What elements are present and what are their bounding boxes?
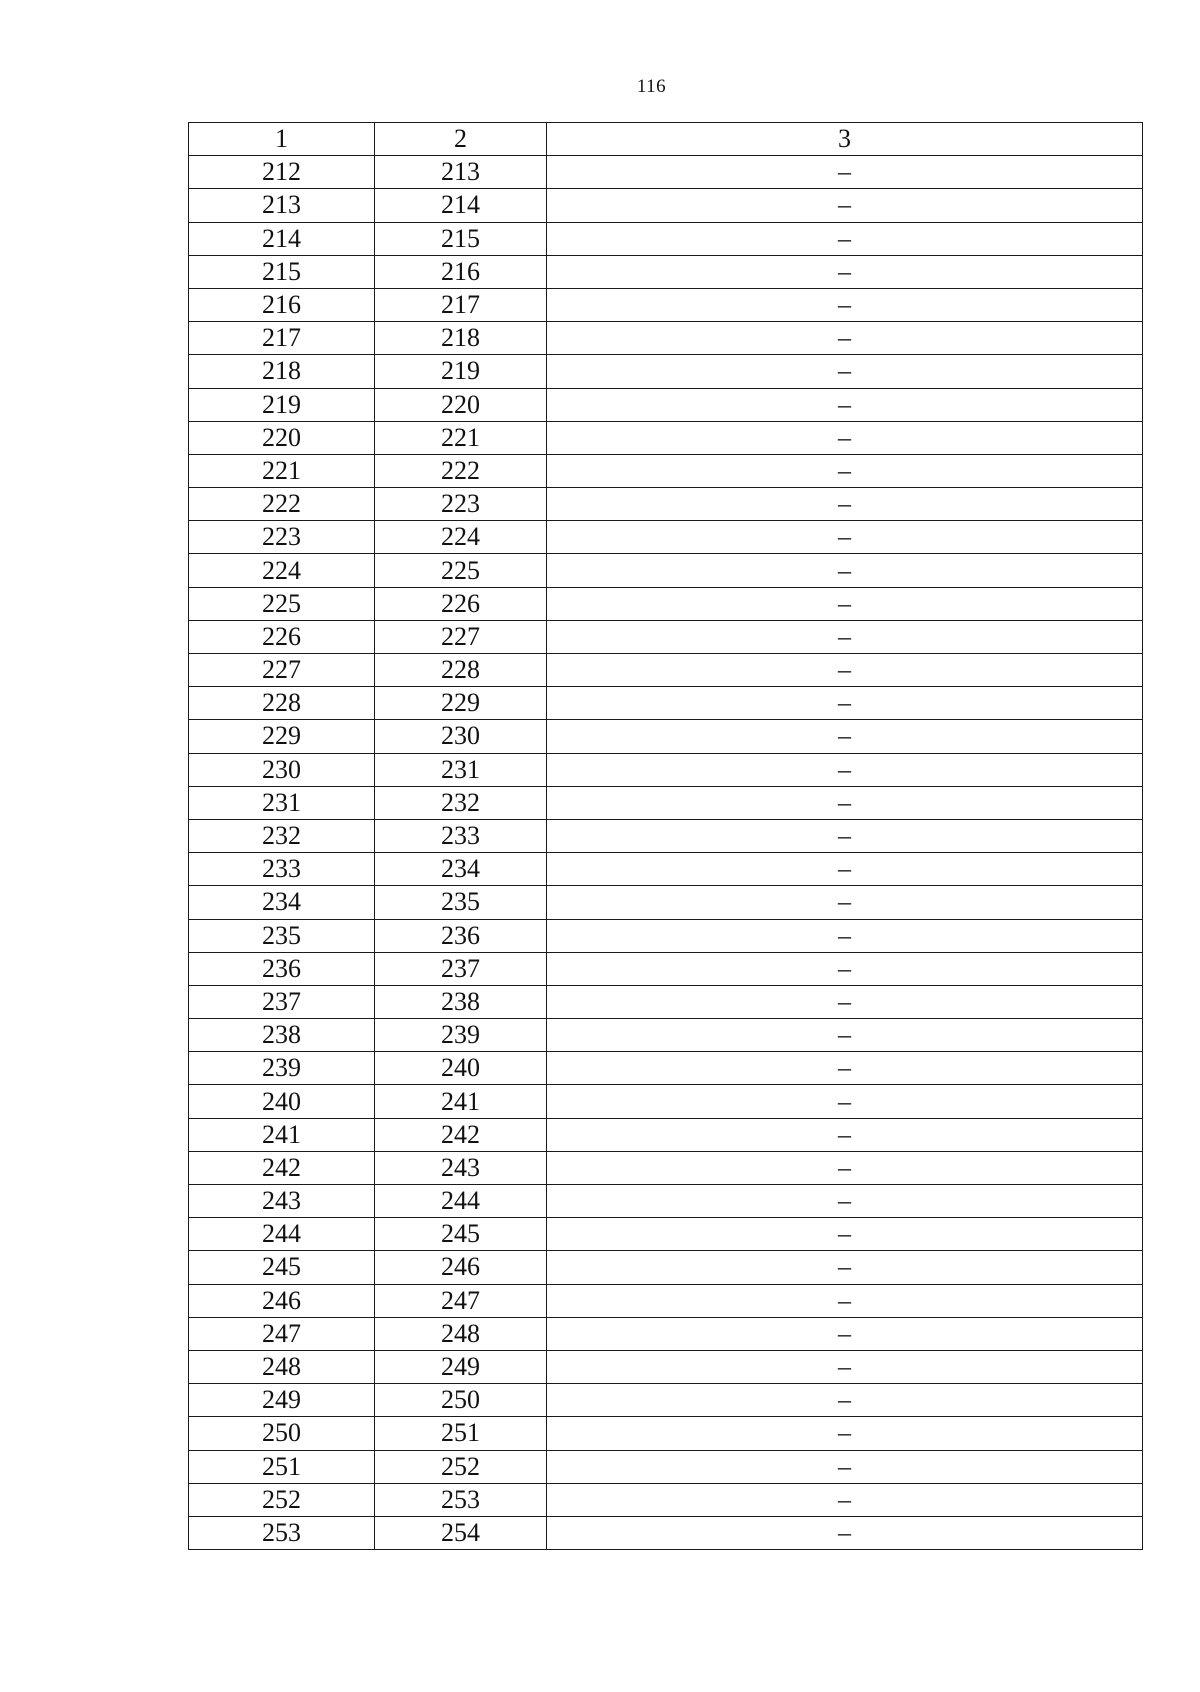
table-cell-col-3: – — [547, 488, 1143, 521]
table-cell-col-3: – — [547, 1185, 1143, 1218]
table-cell-col-1: 244 — [189, 1218, 375, 1251]
table-row — [189, 952, 1143, 985]
table-cell-col-2: 242 — [375, 1118, 547, 1151]
table-cell-col-3: – — [547, 521, 1143, 554]
table-cell-col-2: 251 — [375, 1417, 547, 1450]
table-cell-col-1: 221 — [189, 454, 375, 487]
table-row — [189, 786, 1143, 819]
table-cell-col-2: 239 — [375, 1019, 547, 1052]
table-cell-col-3: – — [547, 1317, 1143, 1350]
table-cell-col-2: 252 — [375, 1450, 547, 1483]
table-cell-col-1: 216 — [189, 288, 375, 321]
table-cell-col-1: 217 — [189, 322, 375, 355]
table-row — [189, 753, 1143, 786]
table-row — [189, 1185, 1143, 1218]
table-cell-col-2: 217 — [375, 288, 547, 321]
table-cell-col-2: 230 — [375, 720, 547, 753]
table-cell-col-3: – — [547, 554, 1143, 587]
table-cell-col-2: 219 — [375, 355, 547, 388]
table-cell-col-3: – — [547, 454, 1143, 487]
table-cell-col-1: 246 — [189, 1284, 375, 1317]
table-cell-col-2: 235 — [375, 886, 547, 919]
table-cell-col-3: – — [547, 952, 1143, 985]
table-cell-col-1: 229 — [189, 720, 375, 753]
table-row — [189, 919, 1143, 952]
table-cell-col-3: – — [547, 720, 1143, 753]
table-row — [189, 819, 1143, 852]
table-cell-col-1: 242 — [189, 1151, 375, 1184]
table-cell-col-2: 254 — [375, 1516, 547, 1549]
table-cell-col-2: 248 — [375, 1317, 547, 1350]
table-cell-col-3: – — [547, 1085, 1143, 1118]
table-cell-col-3: – — [547, 1151, 1143, 1184]
table-cell-col-2: 237 — [375, 952, 547, 985]
table-cell-col-3: – — [547, 886, 1143, 919]
column-header-3: 3 — [547, 123, 1143, 156]
table-cell-col-1: 223 — [189, 521, 375, 554]
table-cell-col-3: – — [547, 322, 1143, 355]
table-cell-col-2: 240 — [375, 1052, 547, 1085]
table-cell-col-2: 233 — [375, 819, 547, 852]
table-row — [189, 222, 1143, 255]
table-cell-col-2: 236 — [375, 919, 547, 952]
table-cell-col-1: 250 — [189, 1417, 375, 1450]
table-cell-col-1: 225 — [189, 587, 375, 620]
table-cell-col-3: – — [547, 919, 1143, 952]
table-cell-col-2: 220 — [375, 388, 547, 421]
table-cell-col-1: 215 — [189, 255, 375, 288]
table-cell-col-1: 239 — [189, 1052, 375, 1085]
table-cell-col-2: 241 — [375, 1085, 547, 1118]
table-cell-col-3: – — [547, 1052, 1143, 1085]
table-cell-col-3: – — [547, 853, 1143, 886]
table-cell-col-2: 215 — [375, 222, 547, 255]
table-row — [189, 554, 1143, 587]
table-cell-col-3: – — [547, 1450, 1143, 1483]
table-cell-col-2: 222 — [375, 454, 547, 487]
table-row — [189, 1384, 1143, 1417]
table-row — [189, 1450, 1143, 1483]
table-cell-col-1: 238 — [189, 1019, 375, 1052]
table-row — [189, 521, 1143, 554]
table-row — [189, 1284, 1143, 1317]
table-cell-col-2: 218 — [375, 322, 547, 355]
table-row — [189, 488, 1143, 521]
table-cell-col-2: 246 — [375, 1251, 547, 1284]
table-cell-col-3: – — [547, 654, 1143, 687]
table-row — [189, 388, 1143, 421]
table-cell-col-2: 238 — [375, 985, 547, 1018]
table-cell-col-1: 212 — [189, 156, 375, 189]
table-cell-col-1: 227 — [189, 654, 375, 687]
table-cell-col-2: 226 — [375, 587, 547, 620]
table-cell-col-1: 213 — [189, 189, 375, 222]
table-row — [189, 1085, 1143, 1118]
column-header-2: 2 — [375, 123, 547, 156]
table-cell-col-2: 245 — [375, 1218, 547, 1251]
table-cell-col-3: – — [547, 189, 1143, 222]
table-cell-col-1: 243 — [189, 1185, 375, 1218]
table-body — [189, 156, 1143, 1550]
table-cell-col-2: 228 — [375, 654, 547, 687]
table-header-row — [189, 123, 1143, 156]
table-cell-col-3: – — [547, 786, 1143, 819]
table-row — [189, 189, 1143, 222]
table-row — [189, 687, 1143, 720]
table-cell-col-2: 234 — [375, 853, 547, 886]
table-cell-col-1: 220 — [189, 421, 375, 454]
table-cell-col-1: 245 — [189, 1251, 375, 1284]
table-cell-col-3: – — [547, 388, 1143, 421]
table-cell-col-1: 252 — [189, 1483, 375, 1516]
table-cell-col-1: 248 — [189, 1350, 375, 1383]
table-cell-col-1: 247 — [189, 1317, 375, 1350]
table-row — [189, 322, 1143, 355]
table-cell-col-2: 253 — [375, 1483, 547, 1516]
table-cell-col-2: 232 — [375, 786, 547, 819]
table-row — [189, 1317, 1143, 1350]
table-row — [189, 1516, 1143, 1549]
table-row — [189, 853, 1143, 886]
table-cell-col-1: 235 — [189, 919, 375, 952]
table-cell-col-3: – — [547, 819, 1143, 852]
column-header-1: 1 — [189, 123, 375, 156]
table-cell-col-1: 233 — [189, 853, 375, 886]
table-cell-col-3: – — [547, 985, 1143, 1018]
table-row — [189, 1218, 1143, 1251]
table-row — [189, 288, 1143, 321]
table-cell-col-3: – — [547, 421, 1143, 454]
table-cell-col-3: – — [547, 753, 1143, 786]
table-cell-col-3: – — [547, 687, 1143, 720]
table-cell-col-3: – — [547, 1350, 1143, 1383]
table-header — [189, 123, 1143, 156]
table-cell-col-2: 224 — [375, 521, 547, 554]
table-cell-col-2: 227 — [375, 620, 547, 653]
table-cell-col-3: – — [547, 222, 1143, 255]
table-cell-col-3: – — [547, 1284, 1143, 1317]
table-cell-col-3: – — [547, 1118, 1143, 1151]
table-cell-col-1: 241 — [189, 1118, 375, 1151]
table-cell-col-1: 251 — [189, 1450, 375, 1483]
table-cell-col-1: 214 — [189, 222, 375, 255]
table-cell-col-1: 253 — [189, 1516, 375, 1549]
table-cell-col-1: 249 — [189, 1384, 375, 1417]
table-cell-col-1: 226 — [189, 620, 375, 653]
table-cell-col-1: 232 — [189, 819, 375, 852]
table-row — [189, 1350, 1143, 1383]
table-row — [189, 1251, 1143, 1284]
table-row — [189, 1118, 1143, 1151]
table-cell-col-2: 225 — [375, 554, 547, 587]
table-cell-col-2: 243 — [375, 1151, 547, 1184]
table-cell-col-3: – — [547, 1417, 1143, 1450]
table-row — [189, 421, 1143, 454]
table-cell-col-3: – — [547, 288, 1143, 321]
page-number: 116 — [636, 76, 667, 97]
table-row — [189, 1151, 1143, 1184]
data-table — [188, 122, 1143, 1550]
table-cell-col-2: 223 — [375, 488, 547, 521]
table-row — [189, 1052, 1143, 1085]
table-cell-col-2: 221 — [375, 421, 547, 454]
table-cell-col-3: – — [547, 156, 1143, 189]
table-cell-col-2: 247 — [375, 1284, 547, 1317]
table-cell-col-1: 228 — [189, 687, 375, 720]
table-cell-col-1: 230 — [189, 753, 375, 786]
table-cell-col-1: 236 — [189, 952, 375, 985]
table-cell-col-1: 218 — [189, 355, 375, 388]
table-row — [189, 886, 1143, 919]
table-row — [189, 355, 1143, 388]
table-cell-col-1: 224 — [189, 554, 375, 587]
table-row — [189, 156, 1143, 189]
table-cell-col-2: 244 — [375, 1185, 547, 1218]
table-row — [189, 454, 1143, 487]
table-cell-col-3: – — [547, 587, 1143, 620]
table-cell-col-3: – — [547, 1384, 1143, 1417]
table-cell-col-2: 229 — [375, 687, 547, 720]
table-cell-col-1: 219 — [189, 388, 375, 421]
table-cell-col-1: 234 — [189, 886, 375, 919]
table-row — [189, 654, 1143, 687]
table-cell-col-3: – — [547, 1218, 1143, 1251]
table-cell-col-1: 237 — [189, 985, 375, 1018]
table-row — [189, 985, 1143, 1018]
table-cell-col-3: – — [547, 1516, 1143, 1549]
table-cell-col-3: – — [547, 620, 1143, 653]
table-row — [189, 587, 1143, 620]
table-cell-col-1: 231 — [189, 786, 375, 819]
table-cell-col-2: 214 — [375, 189, 547, 222]
table-cell-col-2: 231 — [375, 753, 547, 786]
table-cell-col-3: – — [547, 1483, 1143, 1516]
table-row — [189, 720, 1143, 753]
table-cell-col-1: 240 — [189, 1085, 375, 1118]
table-cell-col-2: 213 — [375, 156, 547, 189]
table-cell-col-3: – — [547, 355, 1143, 388]
table-cell-col-1: 222 — [189, 488, 375, 521]
table-row — [189, 1483, 1143, 1516]
table-cell-col-2: 250 — [375, 1384, 547, 1417]
table-row — [189, 1417, 1143, 1450]
table-row — [189, 255, 1143, 288]
table-cell-col-2: 249 — [375, 1350, 547, 1383]
table-cell-col-2: 216 — [375, 255, 547, 288]
table-cell-col-3: – — [547, 1251, 1143, 1284]
table-cell-col-3: – — [547, 1019, 1143, 1052]
table-cell-col-3: – — [547, 255, 1143, 288]
table-row — [189, 620, 1143, 653]
table-row — [189, 1019, 1143, 1052]
